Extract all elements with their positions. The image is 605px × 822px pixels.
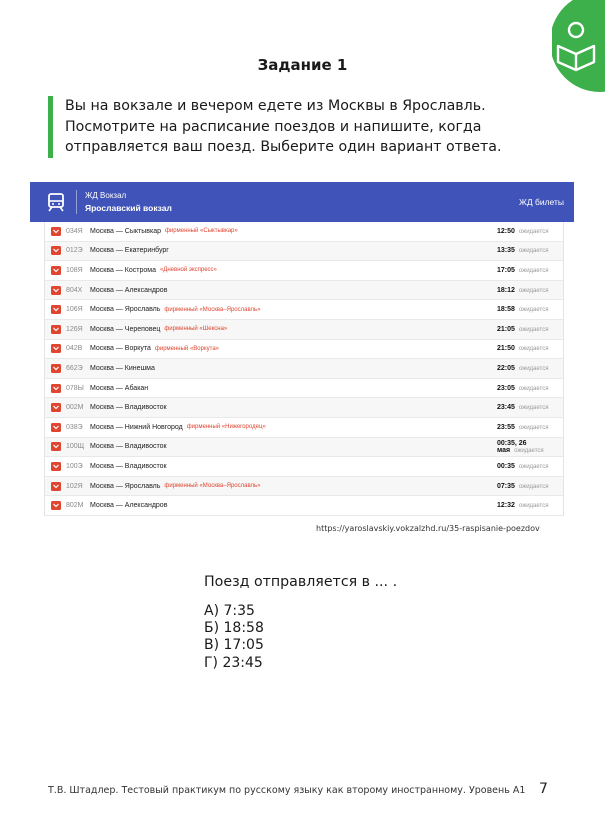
departure-time: 12:32	[497, 502, 515, 510]
departure-time-cell	[497, 228, 548, 235]
departure-time: 00:35, 26 мая	[497, 439, 527, 454]
train-route: Москва — Владивосток	[90, 462, 167, 470]
ticket-icon	[51, 462, 61, 471]
answer-option[interactable]: А) 7:35	[204, 603, 255, 619]
station-name: Ярославский вокзал	[85, 203, 172, 213]
train-status: ожидается	[518, 385, 549, 392]
departure-time: 12:50	[497, 227, 515, 235]
departure-time: 23:05	[497, 384, 515, 392]
schedule-row[interactable]	[45, 398, 563, 418]
train-number: 034Я	[66, 227, 83, 235]
question-text: Поезд отправляется в ... .	[204, 574, 398, 590]
train-route: Москва — Ярославль	[90, 482, 161, 490]
departure-time: 18:12	[497, 286, 515, 294]
instruction-block	[48, 96, 568, 158]
ticket-icon	[51, 286, 61, 295]
departure-time-cell	[497, 385, 548, 392]
train-route: Москва — Александров	[90, 286, 168, 294]
answer-option[interactable]: Б) 18:58	[204, 620, 264, 637]
train-status: ожидается	[518, 424, 549, 431]
instruction-line: Посмотрите на расписание поездов и напишите, когда	[65, 118, 482, 135]
schedule-header	[30, 182, 574, 222]
corner-badge	[552, 0, 605, 100]
schedule-row[interactable]	[45, 261, 563, 281]
departure-time: 17:05	[497, 266, 515, 274]
train-route: Москва — Нижний Новгород	[90, 423, 183, 431]
ticket-icon	[51, 364, 61, 373]
train-route: Москва — Череповец	[90, 325, 161, 333]
departure-time: 22:05	[497, 364, 515, 372]
ticket-icon	[51, 246, 61, 255]
train-number: 102Я	[66, 482, 83, 490]
train-brand: «Дневной экспресс»	[159, 267, 217, 274]
schedule-row[interactable]	[45, 242, 563, 262]
schedule-row[interactable]	[45, 281, 563, 301]
train-number: 012Э	[66, 247, 83, 255]
schedule-rows	[44, 222, 564, 516]
train-brand: фирменный «Москва–Ярославль»	[164, 483, 261, 490]
departure-time-cell	[497, 404, 548, 411]
departure-time-cell	[497, 365, 548, 372]
ticket-icon	[51, 344, 61, 353]
ticket-icon	[51, 501, 61, 510]
departure-time: 07:35	[497, 482, 515, 490]
train-status: ожидается	[514, 447, 544, 454]
train-number: 662Э	[66, 364, 83, 372]
schedule-screenshot	[30, 182, 574, 522]
ticket-icon	[51, 403, 61, 412]
footer-citation: Т.В. Штадлер. Тестовый практикум по русскому языку как второму иностранному. Уровень А1	[48, 785, 526, 796]
train-brand: фирменный «Шексна»	[164, 326, 228, 333]
schedule-row[interactable]	[45, 477, 563, 497]
ticket-icon	[51, 423, 61, 432]
reading-person-icon	[552, 0, 605, 100]
answer-options	[204, 603, 264, 672]
task-title: Задание 1	[257, 56, 348, 74]
train-route: Москва — Воркута	[90, 345, 151, 353]
train-number: 078Ы	[66, 384, 84, 392]
train-route: Москва — Абакан	[90, 384, 149, 392]
train-number: 002М	[66, 404, 84, 412]
schedule-row[interactable]	[45, 340, 563, 360]
departure-time: 00:35	[497, 462, 515, 470]
schedule-row[interactable]	[45, 300, 563, 320]
train-icon	[46, 192, 66, 212]
departure-time: 23:45	[497, 404, 515, 412]
tickets-link[interactable]: ЖД билеты	[519, 197, 564, 207]
ticket-icon	[51, 305, 61, 314]
departure-time: 13:35	[497, 247, 515, 255]
schedule-row[interactable]	[45, 418, 563, 438]
train-number: 804Х	[66, 286, 83, 294]
train-route: Москва — Александров	[90, 502, 168, 510]
train-brand: фирменный «Москва–Ярославль»	[164, 306, 261, 313]
train-status: ожидается	[518, 326, 549, 333]
departure-time-cell	[497, 345, 548, 352]
train-status: ожидается	[518, 248, 549, 255]
departure-time-cell	[497, 502, 548, 509]
train-status: ожидается	[518, 228, 549, 235]
instruction-line: отправляется ваш поезд. Выберите один вариант ответа.	[65, 139, 502, 155]
answer-option[interactable]: Г) 23:45	[204, 654, 263, 671]
ticket-icon	[51, 325, 61, 334]
train-number: 802М	[66, 502, 84, 510]
train-route: Москва — Сыктывкар	[90, 227, 161, 235]
train-route: Москва — Владивосток	[90, 404, 167, 412]
station-brand	[76, 190, 172, 214]
departure-time-cell	[497, 267, 548, 274]
train-status: ожидается	[518, 307, 549, 314]
ticket-icon	[51, 227, 61, 236]
schedule-row[interactable]	[45, 222, 563, 242]
train-brand: фирменный «Воркута»	[154, 345, 220, 352]
train-number: 038Э	[66, 423, 83, 431]
schedule-row[interactable]	[45, 457, 563, 477]
train-number: 100Щ	[66, 443, 85, 451]
train-route: Москва — Владивосток	[90, 443, 167, 451]
departure-time-cell	[497, 287, 548, 294]
train-status: ожидается	[518, 346, 549, 353]
train-number: 100Э	[66, 462, 83, 470]
departure-time: 23:55	[497, 423, 515, 431]
departure-time: 21:50	[497, 345, 515, 353]
departure-time-cell	[497, 326, 548, 333]
train-number: 042В	[66, 345, 83, 353]
instruction-line: Вы на вокзале и вечером едете из Москвы в Ярославль.	[65, 98, 486, 114]
train-route: Москва — Ярославль	[90, 306, 161, 314]
train-status: ожидается	[518, 365, 549, 372]
train-status: ожидается	[518, 405, 549, 412]
departure-time: 18:58	[497, 306, 515, 314]
train-brand: фирменный «Сыктывкар»	[164, 228, 238, 235]
brand-subtitle: ЖД Вокзал	[85, 191, 127, 200]
schedule-row[interactable]	[45, 359, 563, 379]
train-number: 106Я	[66, 306, 83, 314]
train-route: Москва — Кинешма	[90, 364, 155, 372]
schedule-row[interactable]	[45, 438, 563, 458]
page-number: 7	[539, 781, 548, 797]
departure-time-cell	[497, 306, 548, 313]
departure-time-cell	[497, 483, 548, 490]
train-route: Москва — Кострома	[90, 266, 156, 274]
departure-time-cell	[497, 424, 548, 431]
departure-time-cell	[497, 463, 548, 470]
train-status: ожидается	[518, 503, 549, 510]
departure-time-cell	[497, 247, 548, 254]
train-number: 126Я	[66, 325, 83, 333]
answer-option[interactable]: В) 17:05	[204, 637, 264, 654]
ticket-icon	[51, 266, 61, 275]
train-number: 108Я	[66, 266, 83, 274]
train-brand: фирменный «Нижегородец»	[186, 424, 266, 431]
train-status: ожидается	[518, 287, 549, 294]
train-status: ожидается	[518, 463, 549, 470]
train-route: Москва — Екатеринбург	[90, 247, 169, 255]
schedule-row[interactable]	[45, 320, 563, 340]
schedule-row[interactable]	[45, 379, 563, 399]
departure-time-cell	[497, 440, 563, 454]
train-status: ожидается	[518, 267, 549, 274]
ticket-icon	[51, 482, 61, 491]
ticket-icon	[51, 442, 61, 451]
train-status: ожидается	[518, 483, 549, 490]
source-url: https://yaroslavskiy.vokzalzhd.ru/35-raspisanie-poezdov	[316, 524, 540, 533]
departure-time: 21:05	[497, 325, 515, 333]
ticket-icon	[51, 384, 61, 393]
schedule-row[interactable]	[45, 496, 563, 516]
